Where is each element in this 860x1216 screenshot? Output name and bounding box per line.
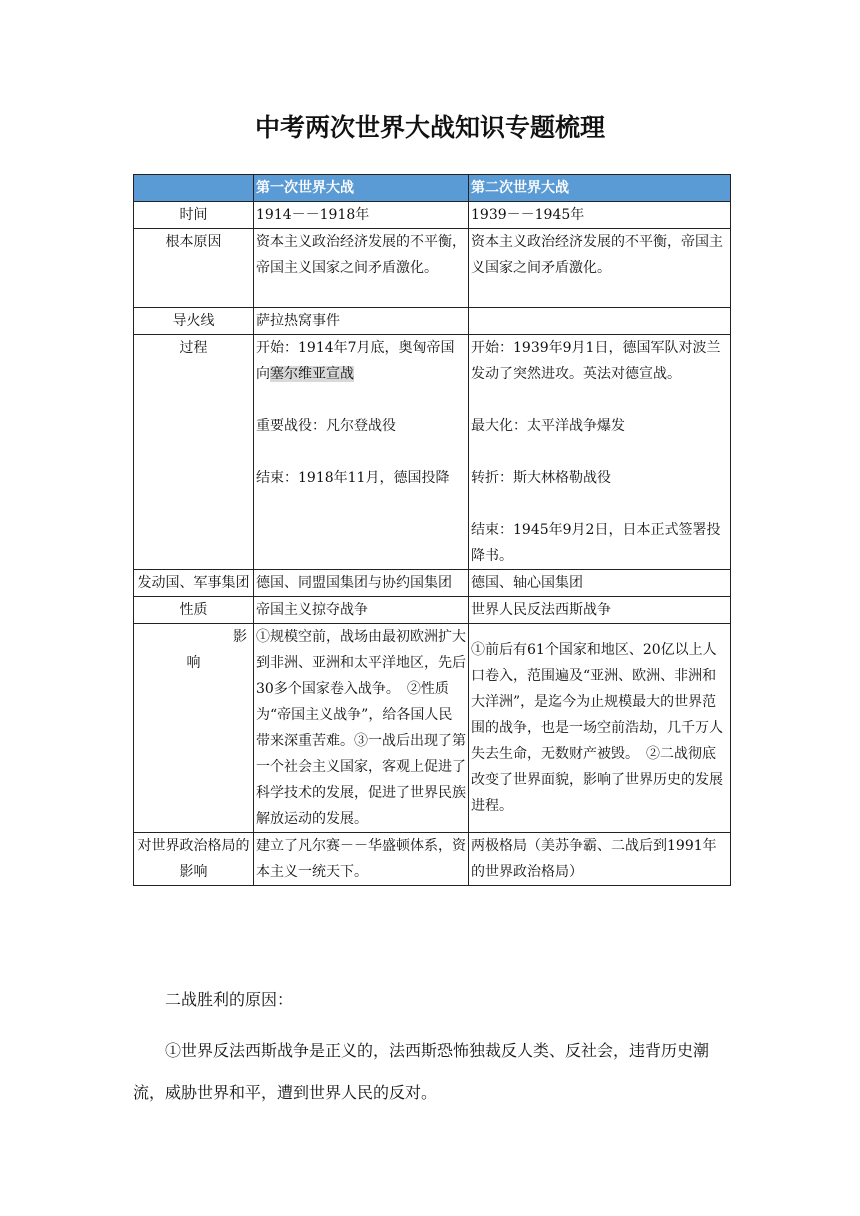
row-pattern bbox=[134, 833, 731, 886]
ww2-impact: ①前后有61个国家和地区、20亿以上人口卷入，范围遍及“亚洲、欧洲、非洲和大洋洲”，是迄今为止规模最大的世界范围的战争，也是一场空前浩劫，几千万人失去生命，无数财产被毁。 ②二战彻底改变了世界面貌，影响了世界历史的发展进程。 bbox=[469, 624, 731, 833]
ww1-start-text-b: 向 bbox=[256, 366, 270, 382]
row-process bbox=[134, 335, 731, 570]
comparison-table bbox=[133, 174, 731, 886]
ww2-nature: 世界人民反法西斯战争 bbox=[469, 597, 731, 624]
label-impact-b: 响 bbox=[186, 655, 201, 671]
ww2-process-start: 开始：1939年9月1日，德国军队对波兰发动了突然进攻。英法对德宣战。 bbox=[471, 340, 721, 382]
ww2-pattern: 两极格局（美苏争霸、二战后到1991年的世界政治格局） bbox=[469, 833, 731, 886]
label-process: 过程 bbox=[134, 335, 254, 570]
ww2-cause: 资本主义政治经济发展的不平衡，帝国主义国家之间矛盾激化。 bbox=[469, 229, 731, 308]
label-blocs: 发动国、军事集团 bbox=[134, 570, 254, 597]
ww1-process-end: 结束：1918年11月，德国投降 bbox=[256, 470, 450, 486]
label-impact-a: 影 bbox=[233, 629, 247, 645]
header-empty bbox=[134, 175, 254, 202]
ww1-time: 1914－－1918年 bbox=[254, 202, 469, 229]
header-ww1: 第一次世界大战 bbox=[254, 175, 469, 202]
ww1-fuse: 萨拉热窝事件 bbox=[254, 308, 469, 335]
row-cause bbox=[134, 229, 731, 308]
label-pattern: 对世界政治格局的影响 bbox=[134, 833, 254, 886]
label-time: 时间 bbox=[134, 202, 254, 229]
table-header-row bbox=[134, 175, 731, 202]
page-title: 中考两次世界大战知识专题梳理 bbox=[254, 113, 605, 142]
ww2-process-end: 结束：1945年9月2日，日本正式签署投降书。 bbox=[471, 522, 721, 564]
label-cause: 根本原因 bbox=[134, 229, 254, 308]
ww1-start-highlight: 塞尔维亚宣战 bbox=[270, 366, 354, 382]
ww1-impact: ①规模空前，战场由最初欧洲扩大到非洲、亚洲和太平洋地区，先后30多个国家卷入战争。 ②性质为“帝国主义战争”，给各国人民带来深重苦难。③一战后出现了第一个社会主义国家，客观上促进了科学技术的发展，促进了世界民族解放运动的发展。 bbox=[254, 624, 469, 833]
ww1-process-start bbox=[256, 335, 466, 387]
ww2-process bbox=[469, 335, 731, 570]
ww1-process bbox=[254, 335, 469, 570]
paragraph-1: ①世界反法西斯战争是正义的，法西斯恐怖独裁反人类、反社会，违背历史潮流，威胁世界和平，遭到世界人民的反对。 bbox=[133, 1041, 710, 1102]
section-heading: 二战胜利的原因： bbox=[165, 990, 294, 1009]
ww2-time: 1939－－1945年 bbox=[469, 202, 731, 229]
ww1-start-text-a: 开始：1914年7月底，奥匈帝国 bbox=[256, 340, 455, 356]
ww2-fuse bbox=[469, 308, 731, 335]
ww2-blocs: 德国、轴心国集团 bbox=[469, 570, 731, 597]
row-fuse bbox=[134, 308, 731, 335]
label-nature: 性质 bbox=[134, 597, 254, 624]
ww1-cause: 资本主义政治经济发展的不平衡，帝国主义国家之间矛盾激化。 bbox=[254, 229, 469, 308]
row-impact bbox=[134, 624, 731, 833]
row-nature bbox=[134, 597, 731, 624]
label-impact bbox=[134, 624, 254, 833]
row-time bbox=[134, 202, 731, 229]
ww1-nature: 帝国主义掠夺战争 bbox=[254, 597, 469, 624]
ww1-pattern: 建立了凡尔赛－－华盛顿体系，资本主义一统天下。 bbox=[254, 833, 469, 886]
ww2-process-max: 最大化：太平洋战争爆发 bbox=[471, 418, 625, 434]
ww1-blocs: 德国、同盟国集团与协约国集团 bbox=[254, 570, 469, 597]
ww2-process-turn: 转折：斯大林格勒战役 bbox=[471, 470, 611, 486]
ww1-process-battle: 重要战役：凡尔登战役 bbox=[256, 418, 396, 434]
header-ww2: 第二次世界大战 bbox=[469, 175, 731, 202]
label-fuse: 导火线 bbox=[134, 308, 254, 335]
row-blocs bbox=[134, 570, 731, 597]
